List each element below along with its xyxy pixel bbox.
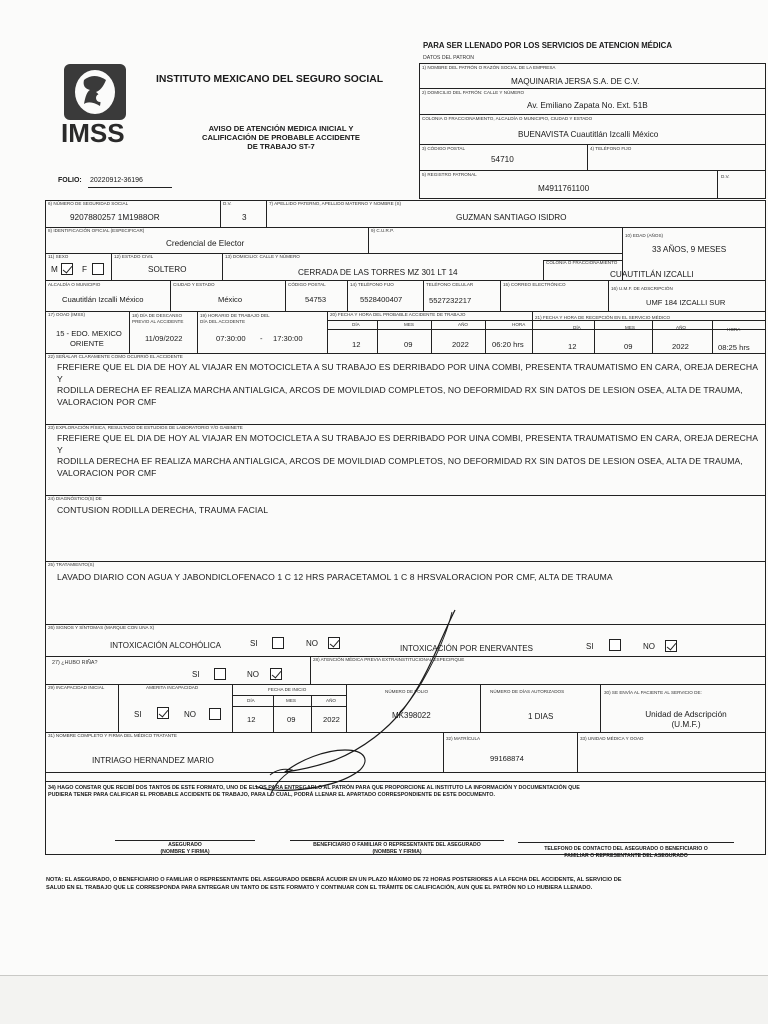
section-title-medical: PARA SER LLENADO POR LOS SERVICIOS DE ATENCION MÉDICA [423,41,672,50]
employer-street: Av. Emiliano Zapata No. Ext. 51B [527,101,648,110]
imss-logo-text: IMSS [61,118,125,148]
doctor-signature-scribble [240,600,470,800]
employer-cp: 54710 [491,155,514,164]
horario-separador: - [260,334,263,343]
enervantes-si-checkbox[interactable] [609,639,621,651]
incapacidad-no-checkbox[interactable] [209,708,221,720]
horario-inicio: 07:30:00 [216,334,246,343]
worker-ciudad: México [218,295,243,304]
recepcion-hora: 08:25 hrs [718,343,750,352]
recepcion-ano: 2022 [672,342,689,351]
sexo-f-label: F [82,265,88,274]
folio-value: 20220912-36196 [90,177,143,184]
incapacidad-mes: 09 [287,715,296,724]
worker-edad: 33 AÑOS, 9 MESES [652,245,727,254]
label-datos-patron: DATOS DEL PATRON [423,55,475,61]
page-edge [0,975,768,976]
sexo-m-label: M [51,265,58,274]
treatment: LAVADO DIARIO CON AGUA Y JABONDICLOFENACO 1 C 12 HRS PARACETAMOL 1 C 8 HRSVALORACION POR CMF, ALTA DE TRAUMA [57,572,613,582]
rina-si-checkbox[interactable] [214,668,226,680]
sexo-m-checkbox[interactable] [61,263,73,275]
accident-dia-descanso: 11/09/2022 [145,334,183,343]
label-intox-alcoholica: INTOXICACIÓN ALCOHÓLICA [110,641,221,650]
worker-umf: UMF 184 IZCALLI SUR [646,298,726,307]
consent-statement: 34) HAGO CONSTAR QUE RECIBÍ DOS TANTOS DE ESTE FORMATO, UNO DE ELLOS PARA ENTREGARLO AL PATRÓN PARA QUE PROPORCIONE AL INSTITUTO LA INFORMACIÓN Y DOCUMENTACIÓN QUE PUDIERA TENER PARA CALIFICAR EL PROBABLE ACCIDENTE DE TRABAJO, PARA LO CUAL, PODRÁ LLENAR EL APARTADO CORRESPONDIENTE DE ESTE DOCUMENTO. [48,785,580,799]
sexo-f-checkbox[interactable] [92,263,104,275]
physical-exam: FREFIERE QUE EL DIA DE HOY AL VIAJAR EN MOTOCICLETA A SU TRABAJO ES DERRIBADO POR UINA COMBI, PRESENTA TRAUMATISMO EN CARA, OREJA DERECHA Y RODILLA DERECHA EF REALIZA MARCHA ANTIALGICA, ARCOS DE MOVILDIAD COMPLETOS, NO DEFORMIDAD RX SIN DATOS DE LESION OSEA, ALTA DE TRAUMA, VALORACION POR CMF [57,433,758,478]
worker-domicilio: CERRADA DE LAS TORRES MZ 301 LT 14 [298,268,458,277]
worker-telefono: 5528400407 [360,295,403,304]
worker-name: GUZMAN SANTIAGO ISIDRO [456,213,567,222]
worker-colonia: CUAUTITLÁN IZCALLI [610,270,694,279]
form-page: IMSS INSTITUTO MEXICANO DEL SEGURO SOCIAL AVISO DE ATENCIÓN MEDICA INICIAL Y CALIFICACIÓN DE PROBABLE ACCIDENTE DE TRABAJO ST-7 FOLIO: 20220912-36196 PARA SER LLENADO POR LOS SERVICIOS DE ATENCION MÉDICA DATOS DEL PATRON 1) NOMBRE DEL PATRÓN O RAZÓN SOCIAL DE LA EMPRESA MAQUINARIA JERSA S.A. DE C.V. 2) DOMICILIO DEL PATRÓN: CALLE Y NÚMERO Av. Emiliano Zapata No. Ext. 51B COLONIA O FRACCIONAMIENTO, ALCALDÍA O MUNICIPIO, CIUDAD Y ESTADO BUENAVISTA Cuautitlán Izcalli México 3) CÓDIGO POSTAL 54710 4) TELÉFONO FIJO 5) REGISTRO PATRONAL M4911761100 D.V. 6) NÚMERO DE SEGURIDAD SOCIAL 9207880257 1M1988OR D.V. 3 7) APELLIDO PATERNO, APELLIDO MATERNO Y NOMBRE (S) GUZMAN SANTIAGO ISIDRO 8) IDENTIFICACIÓN OFICIAL (ESPECIFICAR) Credencial de Elector 9) C.U.R.P. 10) EDAD (AÑOS) 33 AÑOS, 9 MESES 11) SEXO M F 12) ESTADO CIVIL SOLTERO 13) DOMICILIO: CALLE Y NÚMERO CERRADA DE LAS TORRES MZ 301 LT 14 COLONIA O FRACCIONAMIENTO CUAUTITLÁN IZCALLI ALCALDÍA O MUNICIPIO Cuautitlán Izcalli México CIUDAD Y ESTADO México CÓDIGO POSTAL 54753 14) TELÉFONO FIJO 5528400407 TELÉFONO CELULAR 5527232217 15) CORREO ELECTRÓNICO 16) U.M.F. DE ADSCRIPCIÓN UMF 184 IZCALLI SUR 17) OOAD (IMSS) 15 - EDO. MEXICO ORIENTE 18) DÍA DE DESCANSO PREVIO AL ACCIDENTE 11/09/2022 19) HORARIO DE TRABAJO DEL DÍA DEL ACCIDENTE 07:30:00 - 17:30:00 20) FECHA Y HORA DEL PROBABLE ACCIDENTE DE TRABAJO 21) FECHA Y HORA DE RECEPCIÓN EN EL SERVICIO MÉDICO DÍA MES AÑO HORA DÍA MES AÑO HORA 12 09 2022 06:20 hrs 12 09 2022 08:25 hrs 22) SEÑALAR CLARAMENTE COMO OCURRIÓ EL ACCIDENTE FREFIERE QUE EL DIA DE HOY AL VIAJAR EN MOTOCICLETA A SU TRABAJO ES DERRIBADO POR UINA COMBI, PRESENTA TRAUMATISMO EN CARA, OREJA DERECHA Y RODILLA DERECHA EF REALIZA MARCHA ANTIALGICA, ARCOS DE MOVILDIAD COMPLETOS, NO DEFORMIDAD RX SIN DATOS DE LESION OSEA, ALTA DE TRAUMA, VALORACION POR CMF 23) EXPLORACIÓN FÍSICA, RESULTADO DE ESTUDIOS DE LABORATORIO Y/O GABINETE FREFIERE QUE EL DIA DE HOY AL VIAJAR EN MOTOCICLETA A SU TRABAJO ES DERRIBADO POR UINA COMBI, PRESENTA TRAUMATISMO EN CARA, OREJA DERECHA Y RODILLA DERECHA EF REALIZA MARCHA ANTIALGICA, ARCOS DE MOVILDIAD COMPLETOS, NO DEFORMIDAD RX SIN DATOS DE LESION OSEA, ALTA DE TRAUMA, VALORACION POR CMF 24) DIAGNÓSTICO(S) DE CONTUSION RODILLA DERECHA, TRAUMA FACIAL 25) TRATAMIENTO(S) LAVADO DIARIO CON AGUA Y JABONDICLOFENACO 1 C 12 HRS PARACETAMOL 1 C 8 HRSVALORACION POR CMF, ALTA DE TRAUMA 26) SIGNOS Y SÍNTOMAS (MARQUE CON UNA X) INTOXICACIÓN ALCOHÓLICA SI NO INTOXICACIÓN POR ENERVANTES SI NO 27) ¿HUBO RIÑA? SI NO 28) ATENCIÓN MÉDICA PREVIA EXTRAINSTITUCIONAL ESPECIFIQUE 29) INCAPACIDAD INICIAL AMERITA INCAPACIDAD SI NO FECHA DE INICIO DÍA MES AÑO 12 09 2022 NÚMERO DE FOLIO MK398022 NÚMERO DE DÍAS AUTORIZADOS 1 DIAS 30) SE ENVÍA AL PACIENTE AL SERVICIO DE: Unidad de Adscripción (U.M.F.) 31) NOMBRE COMPLETO Y FIRMA DEL MÉDICO TRATANTE INTRIAGO HERNANDEZ MARIO 32) MATRÍCULA 99168874 33) UNIDAD MÉDICA Y OOAD 34) HAGO CONSTAR QUE RECIBÍ DOS TANTOS DE ESTE FORMATO, UNO DE ELLOS PARA ENTREGARLO AL PATRÓN PARA QUE PROPORCIONE AL INSTITUTO LA INFORMACIÓN Y DOCUMENTACIÓN QUE PUDIERA TENER PARA CALIFICAR EL PROBABLE ACCIDENTE DE TRABAJO, PARA LO CUAL, PODRÁ LLENAR EL APARTADO CORRESPONDIENTE DE ESTE DOCUMENTO. ASEGURADO (NOMBRE Y FIRMA) BENEFICIARIO O FAMILIAR O REPRESENTANTE DEL ASEGURADO (NOMBRE Y FIRMA) TELEFONO DE CONTACTO DEL ASEGURADO O BENEFICIARIO O FAMILIAR O REPRESENTANTE DEL ASEGURADO NOTA: EL ASEGURADO, O BENEFICIARIO O FAMILIAR O REPRESENTANTE DEL ASEGURADO DEBERÁ ACUDIR EN UN PLAZO MÁXIMO DE 72 HORAS POSTERIORES A LA FECHA DEL ACCIDENTE, AL SERVICIO DE SALUD EN EL TRABAJO QUE LE CORRESPONDA PARA ENTREGAR UN TANTO DE ESTE FORMATO Y CONTINUAR CON EL TRÁMITE DE CALIFICACIÓN, AUN QUE EL PATRÓN NO LO HUBIERA LLENADO. [0,0,768,975]
incapacidad-dia: 12 [247,715,256,724]
doctor-name: INTRIAGO HERNANDEZ MARIO [92,756,214,765]
form-title: AVISO DE ATENCIÓN MEDICA INICIAL Y CALIFICACIÓN DE PROBABLE ACCIDENTE DE TRABAJO ST-7 [202,124,360,151]
incapacidad-si-checkbox[interactable] [157,707,169,719]
accidente-hora: 06:20 hrs [492,340,524,349]
worker-cp: 54753 [305,295,327,304]
incapacidad-ano: 2022 [323,715,340,724]
employer-registro: M4911761100 [538,184,590,193]
folio-label: FOLIO: [58,177,82,184]
incapacidad-dias: 1 DIAS [528,712,554,721]
incapacidad-folio: MK398022 [392,711,431,720]
recepcion-dia: 12 [568,342,577,351]
signature-beneficiario: BENEFICIARIO O FAMILIAR O REPRESENTANTE DEL ASEGURADO (NOMBRE Y FIRMA) [313,842,481,855]
accidente-mes: 09 [404,340,413,349]
recepcion-mes: 09 [624,342,633,351]
worker-celular: 5527232217 [429,296,472,305]
footer-note: NOTA: EL ASEGURADO, O BENEFICIARIO O FAMILIAR O REPRESENTANTE DEL ASEGURADO DEBERÁ ACUDIR EN UN PLAZO MÁXIMO DE 72 HORAS POSTERIORES A LA FECHA DEL ACCIDENTE, AL SERVICIO DE SALUD EN EL TRABAJO QUE LE CORRESPONDA PARA ENTREGAR UN TANTO DE ESTE FORMATO Y CONTINUAR CON EL TRÁMITE DE CALIFICACIÓN, AUN QUE EL PATRÓN NO LO HUBIERA LLENADO. [46,877,622,891]
employer-colonia: BUENAVISTA Cuautitlán Izcalli México [518,130,659,139]
accidente-dia: 12 [352,340,361,349]
doctor-matricula: 99168874 [490,754,524,763]
label-intox-enervantes: INTOXICACIÓN POR ENERVANTES [400,644,533,653]
horario-fin: 17:30:00 [273,334,303,343]
institute-name: INSTITUTO MEXICANO DEL SEGURO SOCIAL [156,74,384,85]
diagnosis: CONTUSION RODILLA DERECHA, TRAUMA FACIAL [57,505,269,515]
worker-ident: Credencial de Elector [166,239,245,248]
worker-alcaldia: Cuautitlán Izcalli México [62,295,144,304]
enervantes-no-checkbox[interactable] [665,640,677,652]
accident-description: FREFIERE QUE EL DIA DE HOY AL VIAJAR EN MOTOCICLETA A SU TRABAJO ES DERRIBADO POR UINA COMBI, PRESENTA TRAUMATISMO EN CARA, OREJA DERECHA Y RODILLA DERECHA EF REALIZA MARCHA ANTIALGICA, ARCOS DE MOVILDIAD COMPLETOS, NO DEFORMIDAD RX SIN DATOS DE LESION OSEA, ALTA DE TRAUMA, VALORACION POR CMF [57,362,758,407]
accidente-ano: 2022 [452,340,469,349]
servicio-envio: Unidad de Adscripción (U.M.F.) [645,710,727,729]
worker-estado-civil: SOLTERO [148,265,187,274]
worker-nss: 9207880257 1M1988OR [70,213,160,222]
worker-dv: 3 [242,213,247,222]
signature-asegurado: ASEGURADO (NOMBRE Y FIRMA) [160,842,210,855]
accident-ooad: 15 - EDO. MEXICO ORIENTE [56,329,122,348]
signature-telefono: TELEFONO DE CONTACTO DEL ASEGURADO O BENEFICIARIO O FAMILIAR O REPRESENTANTE DEL ASEGURADO [544,846,708,859]
employer-name: MAQUINARIA JERSA S.A. DE C.V. [511,77,640,86]
